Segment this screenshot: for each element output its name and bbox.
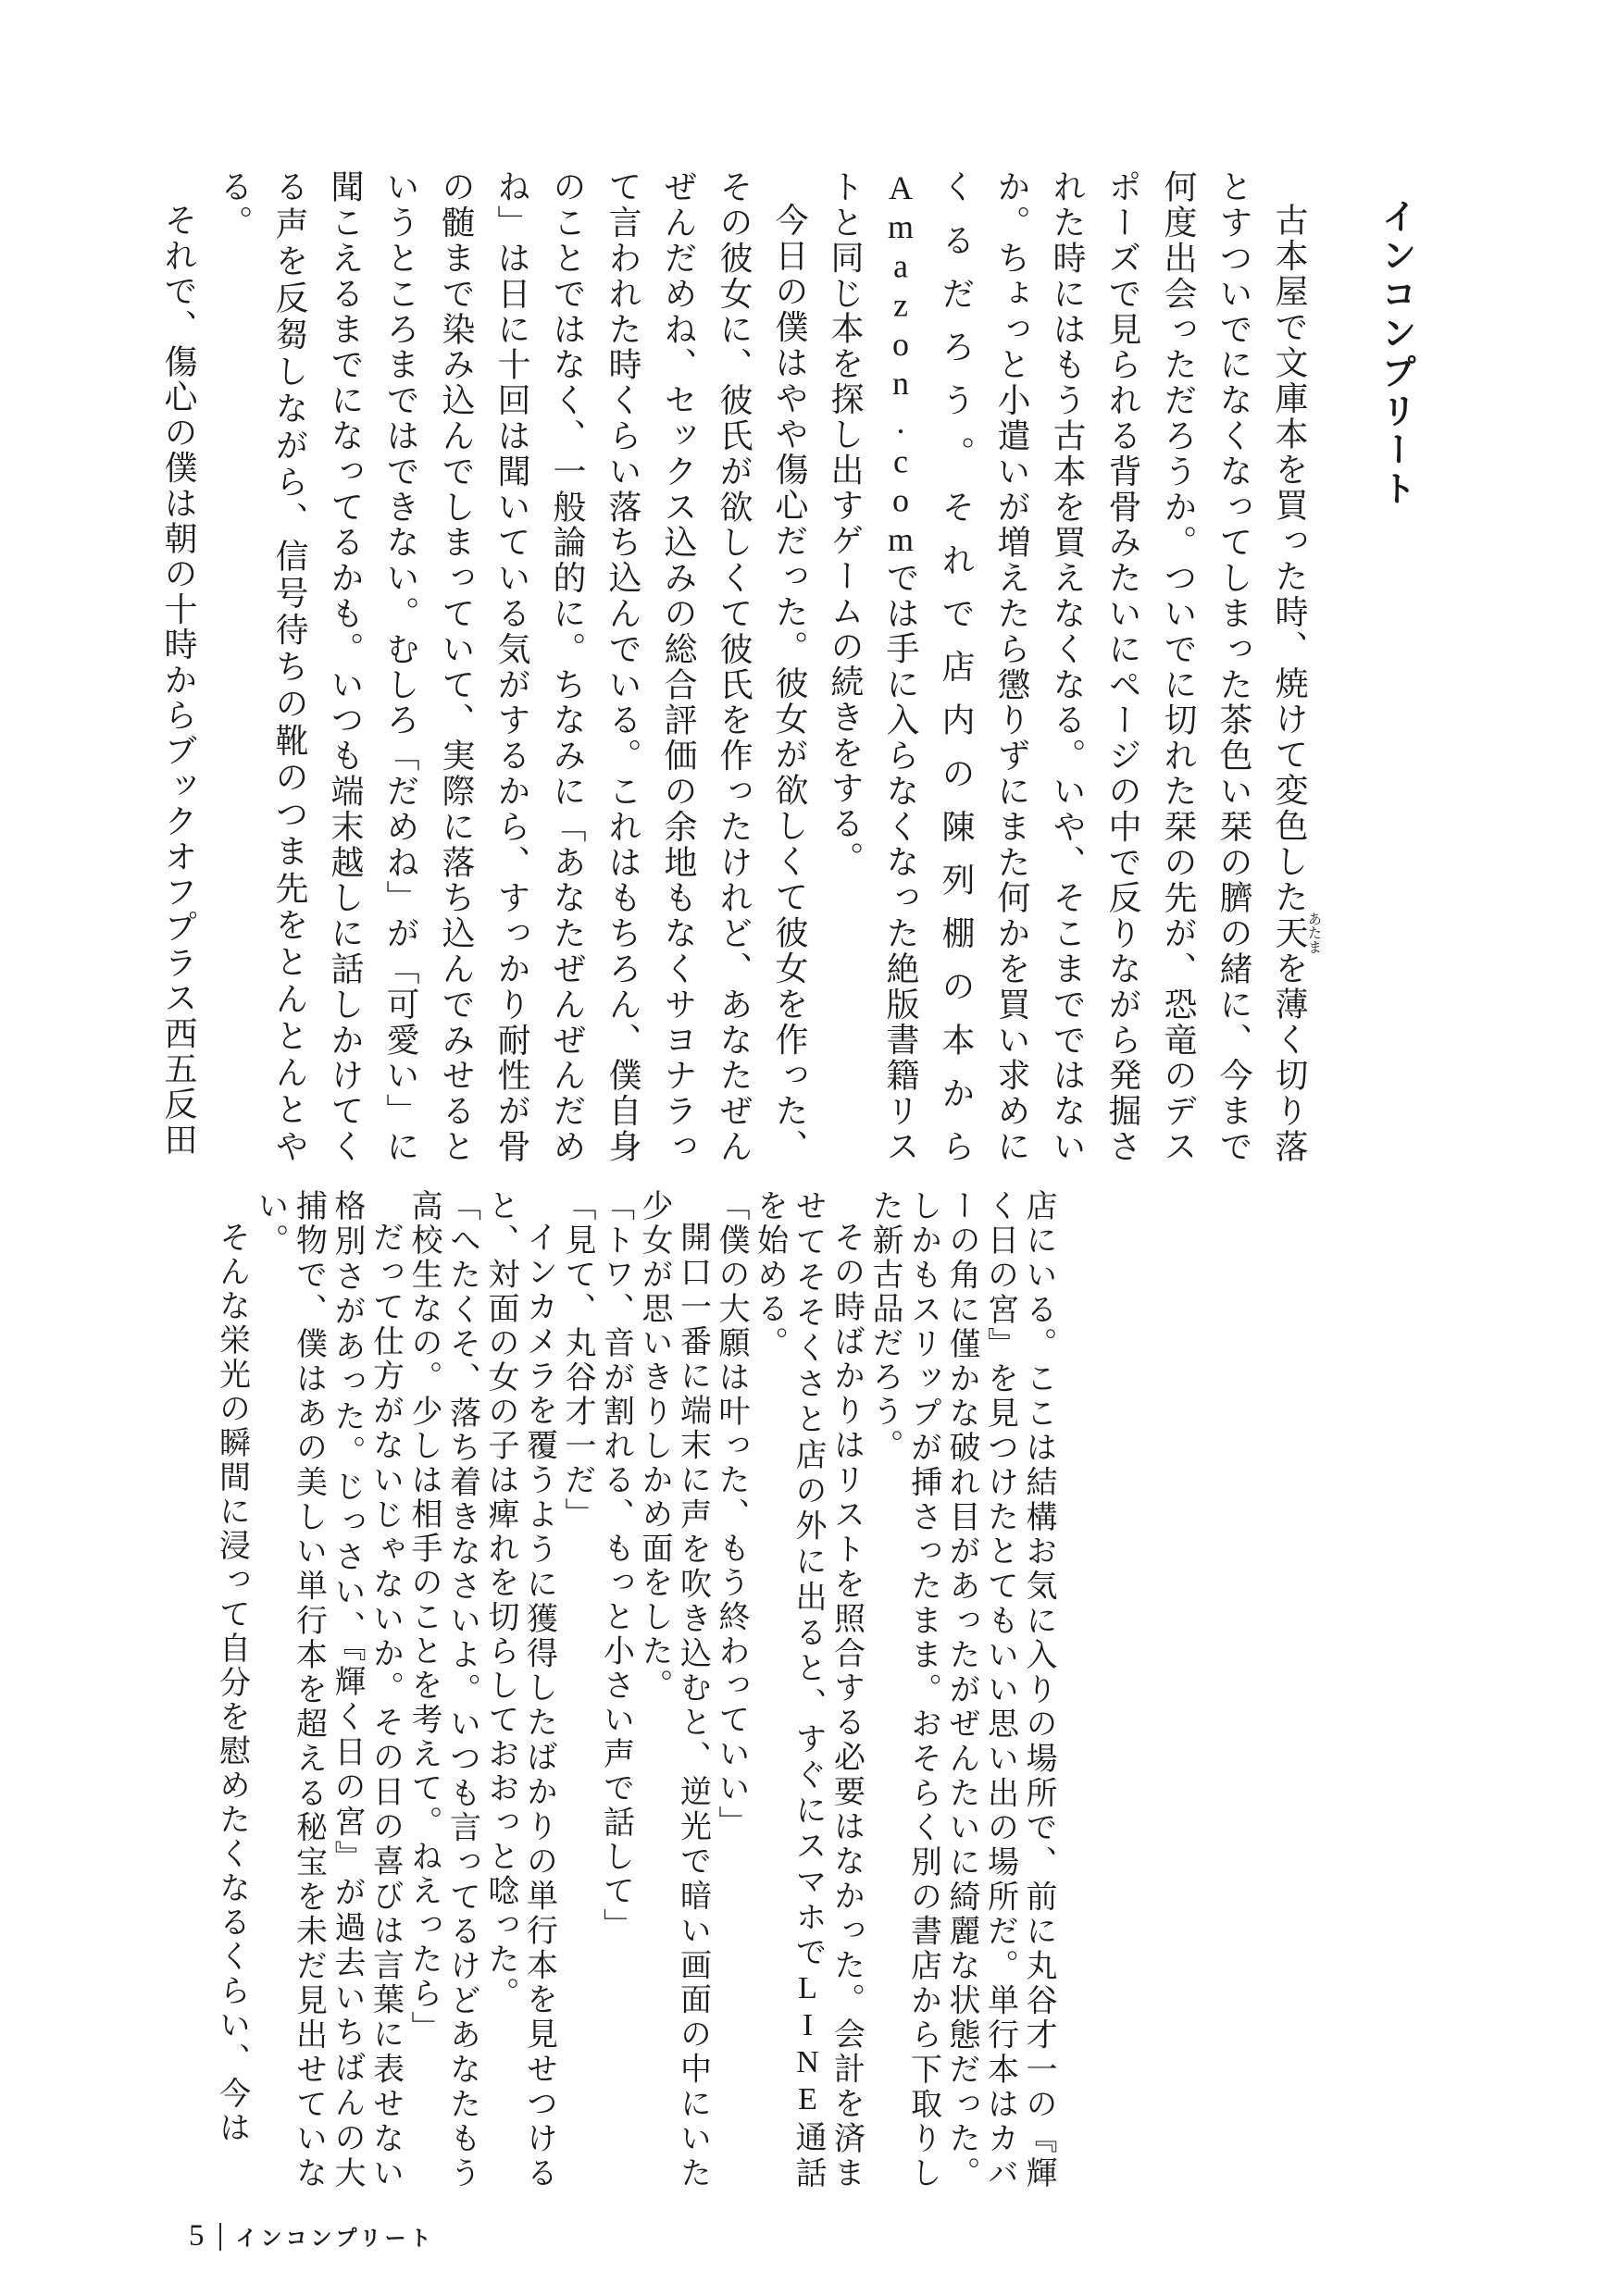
bottom-text-block [205,1189,1057,2191]
paragraph: それで、傷心の僕は朝の十時からブックオフプラス西五反田 [160,203,197,1158]
top-text-block [160,169,1321,1164]
latin-text: LINE [791,1971,825,2120]
footer-title: インコンプリート [235,2226,435,2250]
ruby-annotation: 天あたま [1271,912,1321,954]
footer [189,2219,435,2253]
paragraph: 「へたくそ、落ち着きなさいよ。いつも言ってるけどあなたもう高校生なの。少しは相手のことを考えて。ねえったら」 [406,1189,479,2191]
paragraph: 開口一番に端末に声を吹き込むと、逆光で暗い画面の中にいた少女が思いきりしかめ面をした。 [637,1189,710,2191]
paragraph: インカメラを覆うように獲得したばかりの単行本を見せつけると、対面の女の子は痺れを切らしておおっと唸った。 [483,1189,556,2191]
page-title: インコンプリート [1376,198,1414,509]
page-number: 5 [189,2219,205,2253]
paragraph: 「僕の大願は叶った、もう終わっていい」 [714,1189,748,1840]
paragraph: 店にいる。ここは結構お気に入りの場所で、前に丸谷才一の『輝く日の宮』を見つけたとてもいい思い出の場所だ。単行本はカバーの角に僅かな破れ目があったがぜんたいに綺麗な状態だった。しかもスリップが挿さったまま。おそらく別の書店から下取りした新古品だろう。 [867,1189,1055,2191]
paragraph: 今日の僕はやや傷心だった。彼女が欲しくて彼女を作った、その彼女に、彼氏が欲しくて彼氏を作ったけれど、あなたぜんぜんだめね、セックス込みの総合評価の余地もなくサヨナラって言われた時くらい落ち込んでいる。これはもちろん、僕自身のことではなく、一般論的に。ちなみに「あなたぜんぜんだめね」は日に十回は聞いている気がするから、すっかり耐性が骨の髄まで染み込んでしまっていて、実際に落ち込んでみせるというところまではできない。むしろ「だめね」が「可愛い」に聞こえるまでになってるかも。いつも端末越しに話しかけてくる声を反芻しながら、信号待ちの靴のつま先をとんとんとやる。 [216,169,808,1164]
latin-text: Amazon.com [882,169,919,560]
paragraph: 「トワ、音が割れる、もっと小さい声で話して」 [598,1189,633,1942]
paragraph: そんな栄光の瞬間に浸って自分を慰めたくなるくらい、今は [214,1221,249,2145]
paragraph: 「見て、丸谷才一だ」 [560,1189,594,1532]
paragraph: だって仕方がないじゃないか。その日の喜びは言葉に表せない格別さがあった。じっさい、『輝く日の宮』が過去いちばんの大捕物で、僕はあの美しい単行本を超える秘宝を未だ見出せていない。 [253,1189,403,2191]
paragraph: 古本屋で文庫本を買った時、焼けて変色した天あたまを薄く切り落とすついでになくなってしまった茶色い栞の臍の緒に、今まで何度出会っただろうか。ついでに切れた栞の先が、恐竜のデスポーズで見られる背骨みたいにページの中で反りながら発掘された時にはもう古本を買えなくなる。いや、そこまでではないか。ちょっと小遣いが増えたら懲りずにまた何かを買い求めにくるだろう。それで店内の陳列棚の本からAmazon.comでは手に入らなくなった絶版書籍リストと同じ本を探し出すゲームの続きをする。 [827,169,1321,1164]
paragraph: その時ばかりはリストを照合する必要はなかった。会計を済ませてそそくさと店の外に出ると、すぐにスマホでLINE通話を始める。 [752,1189,864,2191]
footer-divider [219,2223,221,2251]
